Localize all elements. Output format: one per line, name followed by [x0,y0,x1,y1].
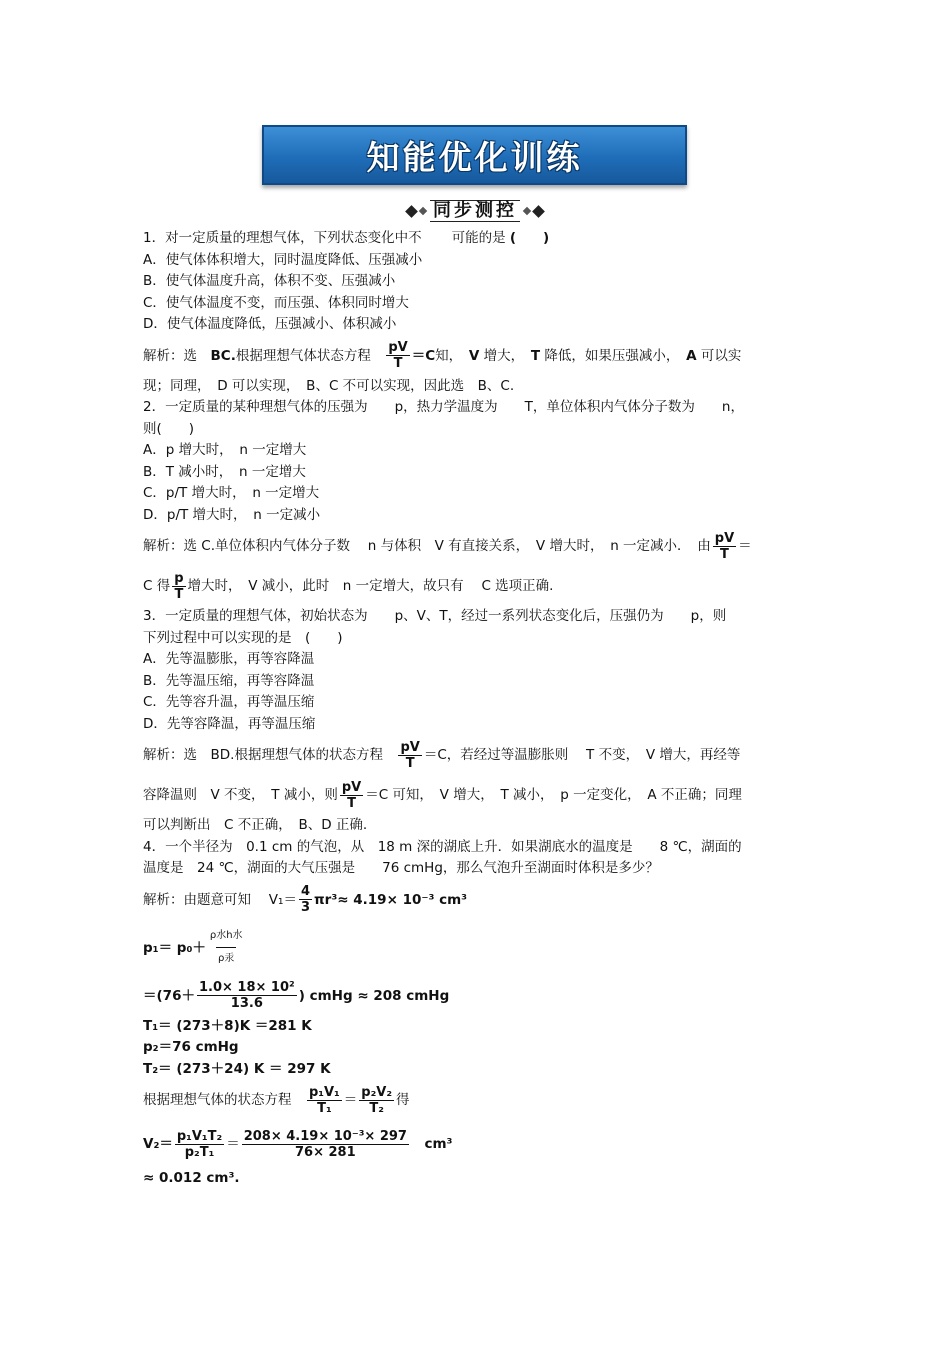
q4-p1-formula: p₁＝ p₀＋ $\frac{\text{ρ水h水}}{\text{ρ汞}}$ [143,920,808,976]
q4-v2-formula: V₂＝ $\frac{\text{p₁V₁T₂}}{\text{p₂T₁}}$ ＝ $\frac{\text{208× 4.19× 10⁻³× 297}}{76\times 281}$ cm³ [143,1128,453,1160]
fraction-4-3: $\frac{4}{3}$ [300,884,310,915]
subhead [370,198,580,224]
q1-stem: 1．对一定质量的理想气体，下列状态变化中不 可能的是 ( ) [143,230,550,246]
q3-stem: 3．一定质量的理想气体，初始状态为 p、V、T，经过一系列状态变化后，压强仍为 p，则 [143,608,727,624]
fraction-p2v2-t2: $\frac{\text{p₂V₂}}{\text{T₂}}$ [361,1084,393,1116]
fraction-pressure: $\frac{\text{1.0× 18× 10²}}{13.6}$ [198,980,295,1011]
q3-explanation-line1: 解析：选 BD.根据理想气体的状态方程 $\frac{pV}{T}$ ＝C，若经过等温膨胀则 T 不变， V 增大，再经等 [143,739,741,771]
q2-option-a: A．p 增大时， n 一定增大 [143,442,307,458]
q4-p1-calc: ＝(76＋ $\frac{\text{1.0× 18× 10²}}{13.6}$ ) cmHg ≈ 208 cmHg [143,980,450,1011]
diamond-icon [532,205,545,218]
q4-explanation-v1: 解析：由题意可知 V₁＝ $\frac{4}{3}$ πr³≈ 4.19× 10⁻³ cm³ [143,884,468,915]
q3-option-c: C．先等容升温，再等温压缩 [143,694,315,710]
q3-option-b: B．先等温压缩，再等容降温 [143,672,315,689]
fraction-p-t: $\frac{p}{T}$ [174,570,184,602]
q1-option-a: A．使气体体积增大，同时温度降低、压强减小 [143,251,423,268]
diamond-small-icon [523,207,531,215]
q3-option-d: D．先等容降温，再等温压缩 [143,715,316,732]
fraction-rho: $\frac{\text{ρ水h水}}{\text{ρ汞}}$ [208,925,245,970]
q2-option-d: D．p/T 增大时， n 一定减小 [143,506,321,523]
fraction-pv-t: $\frac{pV}{T}$ [714,530,735,562]
fraction-pv-t: $\frac{pV}{T}$ [341,779,362,811]
q2-option-c: C．p/T 增大时， n 一定增大 [143,485,320,501]
q3-explanation-line3: 可以判断出 C 不正确， B、D 正确. [143,817,368,833]
q1-explanation-line2: 现；同理， D 可以实现， B、C 不可以实现，因此选 B、C. [143,377,515,394]
q2-explanation-line2: C 得 $\frac{p}{T}$ 增大时， V 减小，此时 n 一定增大，故只有 C 选项正确. [143,570,554,602]
q4-stem-line2: 温度是 24 ℃，湖面的大气压强是 76 cmHg，那么气泡升至湖面时体积是多少？ [143,860,659,876]
fraction-p1v1-t1: $\frac{\text{p₁V₁}}{\text{T₁}}$ [309,1084,340,1116]
q1-option-d: D．使气体温度降低，压强减小、体积减小 [143,316,397,332]
q4-t1: T₁＝ (273＋8)K ＝281 K [143,1017,312,1034]
section-title: 知能优化训练 [366,137,583,177]
q2-explanation-line1: 解析：选 C.单位体积内气体分子数 n 与体积 V 有直接关系， V 增大时， n 一定减小． 由 $\frac{pV}{T}$ ＝ [143,530,752,562]
q1-option-c: C．使气体温度不变，而压强、体积同时增大 [143,294,409,311]
q2-stem: 2．一定质量的某种理想气体的压强为 p，热力学温度为 T，单位体积内气体分子数为 n， [143,399,744,415]
q1-explanation-line1: 解析：选 BC.根据理想气体状态方程 $\frac{pV}{T}$ ＝C知， V 增大， T 降低，如果压强减小， A 可以实 [143,340,742,371]
q4-gas-law: 根据理想气体的状态方程 $\frac{\text{p₁V₁}}{\text{T₁}}$ ＝ $\frac{\text{p₂V₂}}{\text{T₂}}$ 得 [143,1084,410,1116]
fraction-pv-t: $\frac{pV}{T}$ [400,739,420,771]
q1-option-b: B．使气体温度升高，体积不变、压强减小 [143,273,396,289]
diamond-small-icon [419,207,427,215]
q3-stem-line2: 下列过程中可以实现的是 ( ) [143,629,343,646]
q2-option-b: B．T 减小时， n 一定增大 [143,463,306,480]
subhead-title: 同步测控 [430,200,520,222]
fraction-pv-t: $\frac{pV}{T}$ [388,340,408,371]
q3-explanation-line2: 容降温则 V 不变， T 减小，则 $\frac{pV}{T}$ ＝C 可知， V 增大， T 减小， p 一定变化， A 不正确；同理 [143,779,742,811]
q2-stem-line2: 则( ) [143,420,195,437]
document-body [143,228,808,1190]
q4-t2: T₂＝ (273＋24) K ＝ 297 K [143,1060,331,1077]
q4-p2: p₂＝76 cmHg [143,1039,239,1055]
diamond-icon [405,205,418,218]
q4-stem: 4．一个半径为 0.1 cm 的气泡，从 18 m 深的湖底上升．如果湖底水的温度是 8 ℃，湖面的 [143,838,742,855]
section-banner [262,125,687,185]
q3-option-a: A．先等温膨胀，再等容降温 [143,651,315,667]
fraction-v2: $\frac{\text{p₁V₁T₂}}{\text{p₂T₁}}$ [176,1128,223,1160]
fraction-v2-values: $\frac{\text{208× 4.19× 10⁻³× 297}}{76\times 281}$ [243,1128,407,1160]
q4-result: ≈ 0.012 cm³. [143,1170,240,1186]
